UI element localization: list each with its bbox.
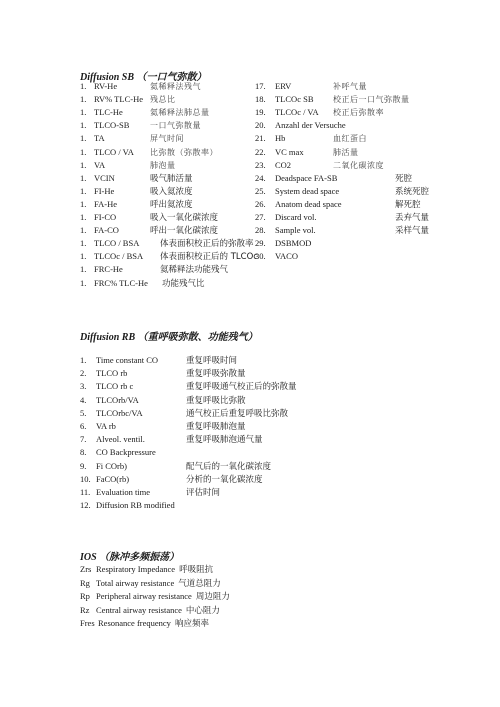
item-term: Sample vol.	[275, 225, 316, 236]
list-item	[80, 238, 254, 250]
item-number: 9.	[80, 460, 87, 471]
list-item	[255, 225, 429, 237]
item-chinese: 吸入一氧化碳浓度	[150, 213, 219, 223]
item-number: 1.	[80, 146, 87, 157]
item-number: 11.	[80, 487, 91, 497]
list-item	[255, 251, 395, 262]
section-title-diffusion-rb: Diffusion RB （重呼吸弥散、功能残气）	[80, 332, 258, 343]
item-chinese: 重复呼吸通气校正后的弥散量	[186, 382, 297, 393]
item-term: FRC-He	[94, 264, 123, 275]
item-term: FI-He	[94, 185, 115, 196]
item-term: TLCOrb/VA	[96, 394, 139, 405]
item-chinese: 气道总阻力	[178, 578, 221, 589]
list-item	[80, 578, 221, 590]
list-item	[255, 186, 429, 198]
item-chinese: 氦稀释法肺总量	[150, 108, 210, 118]
item-term: VACO	[275, 251, 298, 262]
item-chinese: 周边阻力	[195, 592, 230, 602]
item-chinese: 肺泡量	[150, 160, 176, 170]
item-number: 1.	[80, 133, 87, 144]
item-number: 1.	[80, 185, 87, 196]
item-chinese: 校正后弥散率	[333, 108, 384, 118]
item-number: 7.	[80, 434, 87, 445]
item-term: VCIN	[94, 172, 115, 183]
list-item	[80, 487, 220, 499]
item-term: FaCO(rb)	[96, 473, 130, 484]
list-item	[255, 133, 367, 144]
list-item	[80, 173, 193, 185]
list-item	[80, 212, 218, 224]
item-term: Discard vol.	[275, 212, 317, 222]
item-term: RV-He	[94, 81, 118, 91]
list-item	[80, 408, 288, 420]
list-item	[80, 160, 176, 171]
item-term: TLCOrbc/VA	[96, 407, 143, 418]
list-item	[80, 186, 193, 198]
item-chinese: 分析的一氧化碳浓度	[186, 474, 263, 485]
item-chinese: 残总比	[150, 95, 176, 105]
item-term: ERV	[275, 81, 292, 91]
item-term: CO2	[275, 159, 292, 170]
item-chinese: 重复呼吸时间	[186, 356, 238, 366]
item-chinese: 通气校正后重复呼吸比弥散	[186, 408, 289, 419]
item-number: 1.	[80, 172, 87, 183]
list-item	[80, 591, 230, 603]
item-chinese: 补呼气量	[333, 82, 367, 91]
item-term: Central airway resistance	[96, 604, 182, 615]
item-chinese: 二氧化碳浓度	[333, 160, 384, 170]
item-number: 19.	[255, 107, 266, 118]
item-number: 21.	[255, 133, 266, 144]
item-term: TLC-He	[94, 107, 123, 118]
item-number: 28.	[255, 225, 266, 236]
item-number: 20.	[255, 120, 266, 131]
item-term: TLCO rb	[96, 368, 128, 379]
list-item	[255, 212, 429, 224]
list-item	[255, 173, 412, 185]
item-chinese: 氦稀释法残气	[150, 82, 201, 91]
item-chinese: 氦稀释法功能残气	[160, 265, 229, 276]
item-number: 30.	[255, 251, 266, 262]
item-chinese: 响应频率	[174, 619, 209, 629]
item-term: Diffusion RB modified	[96, 500, 175, 511]
item-term: Peripheral airway resistance	[96, 591, 192, 601]
item-number: 8.	[80, 447, 87, 458]
list-item	[80, 618, 209, 630]
item-number: 1.	[80, 198, 87, 209]
list-item	[255, 107, 384, 118]
item-number: 1.	[80, 81, 87, 91]
list-item	[255, 94, 410, 105]
item-abbr: Rz	[80, 604, 90, 615]
item-chinese: 吸入氦浓度	[150, 186, 193, 197]
list-item	[80, 500, 186, 511]
item-number: 1.	[80, 225, 87, 236]
item-abbr: Fres	[80, 618, 95, 628]
item-term: VA	[94, 159, 106, 170]
item-term: Resonance frequency	[98, 618, 171, 628]
item-chinese: 丢弃气量	[395, 213, 430, 223]
item-number: 22.	[255, 146, 266, 157]
item-number: 17.	[255, 81, 266, 91]
item-term: System dead space	[275, 185, 340, 196]
item-number: 25.	[255, 185, 266, 196]
list-item	[80, 147, 218, 158]
item-chinese: 比弥散（弥散率）	[150, 147, 218, 157]
item-number: 1.	[80, 238, 87, 249]
item-term: Time constant CO	[96, 355, 159, 365]
item-chinese: 呼吸阻抗	[179, 565, 214, 575]
item-chinese: 重复呼吸弥散量	[186, 369, 246, 380]
item-number: 1.	[80, 212, 87, 222]
list-item	[80, 447, 186, 458]
list-item	[80, 251, 258, 263]
item-chinese: 死腔	[395, 173, 413, 184]
item-number: 1.	[80, 120, 87, 131]
item-number: 24.	[255, 172, 266, 183]
list-item	[80, 81, 201, 92]
item-chinese: 中心阻力	[185, 605, 220, 616]
list-item	[80, 605, 220, 617]
item-term: DSBMOD	[275, 238, 312, 249]
list-item	[80, 461, 271, 473]
item-abbr: Rg	[80, 577, 90, 588]
section-title-diffusion-sb: Diffusion SB （一口气弥散）	[80, 72, 207, 83]
list-item	[80, 434, 263, 446]
item-number: 1.	[80, 251, 87, 262]
item-number: 4.	[80, 394, 87, 405]
item-chinese: 屏气时间	[150, 134, 184, 144]
item-number: 1.	[80, 94, 87, 105]
list-item	[80, 395, 246, 407]
item-number: 6.	[80, 421, 87, 431]
item-number: 29.	[255, 238, 266, 249]
list-item	[80, 94, 176, 105]
item-number: 27.	[255, 212, 266, 222]
item-term: Respiratory Impedance	[96, 564, 176, 574]
item-term: TA	[94, 133, 105, 144]
list-item	[80, 199, 193, 211]
list-item	[255, 238, 395, 249]
item-number: 18.	[255, 94, 266, 105]
item-chinese: 重复呼吸肺泡通气量	[186, 435, 263, 446]
item-term: Hb	[275, 133, 286, 144]
item-term: FA-He	[94, 198, 117, 209]
item-chinese: 一口气弥散量	[150, 121, 201, 131]
item-chinese: 重复呼吸肺泡量	[186, 422, 246, 432]
item-number: 10.	[80, 473, 91, 484]
item-term: TLCOc / VA	[275, 107, 319, 118]
item-number: 26.	[255, 198, 266, 209]
item-term: TLCO / VA	[94, 146, 134, 157]
item-term: TLCOc / BSA	[94, 251, 144, 262]
list-item	[80, 133, 184, 144]
list-item	[255, 81, 367, 92]
item-number: 12.	[80, 500, 91, 511]
list-item	[255, 120, 346, 131]
list-item	[80, 278, 205, 290]
list-item	[80, 264, 228, 276]
item-number: 3.	[80, 381, 87, 392]
list-item	[80, 120, 201, 131]
item-chinese: 体表面积校正后的 TLCOc	[160, 252, 258, 263]
list-item	[255, 160, 384, 171]
item-term: FA-CO	[94, 225, 119, 236]
list-item	[80, 421, 246, 433]
item-term: Deadspace FA-SB	[275, 172, 338, 183]
item-chinese: 校正后一口气弥散量	[333, 95, 410, 105]
item-chinese: 重复呼吸比弥散	[186, 395, 246, 406]
item-term: CO Backpressure	[96, 447, 156, 458]
item-term: TLCO-SB	[94, 120, 130, 131]
item-chinese: 血红蛋白	[333, 134, 367, 144]
list-item	[80, 381, 297, 393]
item-number: 1.	[80, 159, 87, 170]
item-term: TLCO / BSA	[94, 238, 140, 249]
list-item	[80, 355, 237, 367]
item-chinese: 系统死腔	[395, 186, 430, 197]
item-term: Alveol. ventil.	[96, 434, 145, 445]
item-number: 1.	[80, 107, 87, 118]
item-chinese: 呼出一氧化碳浓度	[150, 226, 219, 237]
item-term: Fi COrb)	[96, 460, 127, 471]
list-item	[80, 225, 218, 237]
list-item	[80, 368, 246, 380]
item-chinese: 肺活量	[333, 147, 359, 157]
item-term: VA rb	[96, 421, 116, 431]
item-number: 1.	[80, 277, 87, 288]
item-number: 2.	[80, 368, 87, 379]
list-item	[80, 564, 213, 576]
item-chinese: 功能残气比	[162, 278, 205, 289]
item-chinese: 采样气量	[395, 226, 430, 237]
item-chinese: 解死腔	[395, 199, 421, 210]
list-item	[255, 199, 421, 211]
item-term: FRC% TLC-He	[94, 277, 148, 288]
item-term: Total airway resistance	[96, 577, 175, 588]
item-term: TLCO rb c	[96, 381, 134, 392]
item-term: Anzahl der Versuche	[275, 120, 346, 131]
list-item	[80, 474, 263, 486]
item-chinese: 吸气肺活量	[150, 173, 193, 184]
item-number: 1.	[80, 264, 87, 275]
item-chinese: 评估时间	[186, 488, 221, 498]
item-chinese: 体表面积校正后的弥散率	[160, 239, 254, 250]
item-number: 5.	[80, 407, 87, 418]
item-chinese: 配气后的一氧化碳浓度	[186, 461, 272, 472]
list-item	[255, 147, 359, 158]
item-term: VC max	[275, 146, 304, 157]
item-abbr: Zrs	[80, 564, 92, 574]
item-number: 23.	[255, 159, 266, 170]
item-abbr: Rp	[80, 591, 90, 601]
item-term: TLCOc SB	[275, 94, 314, 105]
list-item	[80, 107, 210, 118]
item-term: RV% TLC-He	[94, 94, 143, 105]
item-term: FI-CO	[94, 212, 117, 222]
item-chinese: 呼出氦浓度	[150, 199, 193, 210]
section-title-ios: IOS （脉冲多频振荡）	[80, 552, 180, 563]
item-term: Anatom dead space	[275, 198, 342, 209]
item-number: 1.	[80, 355, 87, 365]
item-term: Evaluation time	[96, 487, 151, 497]
